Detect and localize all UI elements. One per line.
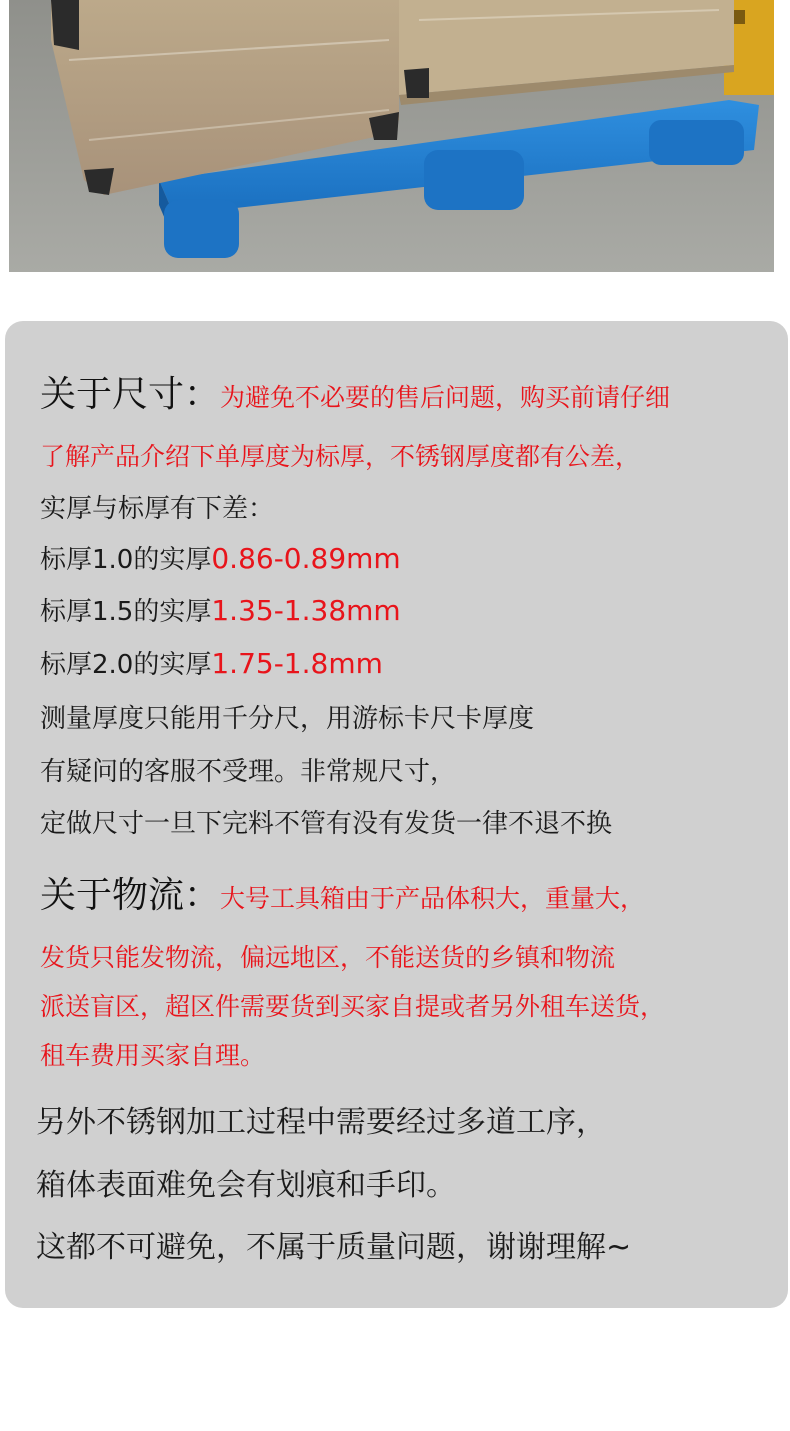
thickness-value: 0.86-0.89mm xyxy=(211,542,401,575)
thickness-label: 标厚1.0的实厚 xyxy=(40,545,212,575)
pallet-with-boxes-image xyxy=(9,0,774,272)
thickness-row xyxy=(40,539,401,576)
size-section-header xyxy=(40,366,670,417)
size-intro-black: 实厚与标厚有下差： xyxy=(40,494,275,524)
size-note: 定做尺寸一旦下完料不管有没有发货一律不退不换 xyxy=(40,809,613,839)
size-note: 有疑问的客服不受理。非常规尺寸， xyxy=(40,757,457,787)
footer-line: 另外不锈钢加工过程中需要经过多道工序， xyxy=(36,1105,606,1140)
logistics-line: 租车费用买家自理。 xyxy=(40,1041,266,1070)
size-note: 测量厚度只能用千分尺，用游标卡尺卡厚度 xyxy=(40,704,535,734)
thickness-value: 1.75-1.8mm xyxy=(211,647,383,680)
thickness-row xyxy=(40,644,383,681)
logistics-section-header xyxy=(40,867,645,918)
thickness-label: 标厚1.5的实厚 xyxy=(40,597,212,627)
logistics-line: 发货只能发物流，偏远地区，不能送货的乡镇和物流 xyxy=(40,943,616,972)
footer-line: 这都不可避免，不属于质量问题，谢谢理解~ xyxy=(36,1230,632,1265)
logistics-line: 大号工具箱由于产品体积大，重量大， xyxy=(220,884,646,913)
thickness-row xyxy=(40,591,401,628)
product-photo xyxy=(9,0,774,272)
thickness-value: 1.35-1.38mm xyxy=(211,594,401,627)
logistics-line: 派送盲区，超区件需要货到买家自提或者另外租车送货， xyxy=(40,992,666,1021)
size-intro-red-2: 了解产品介绍下单厚度为标厚，不锈钢厚度都有公差， xyxy=(40,442,641,471)
logistics-heading: 关于物流： xyxy=(40,875,221,916)
size-heading: 关于尺寸： xyxy=(40,374,221,415)
size-intro-red-1: 为避免不必要的售后问题，购买前请仔细 xyxy=(220,383,671,412)
footer-line: 箱体表面难免会有划痕和手印。 xyxy=(36,1168,456,1203)
thickness-label: 标厚2.0的实厚 xyxy=(40,650,212,680)
